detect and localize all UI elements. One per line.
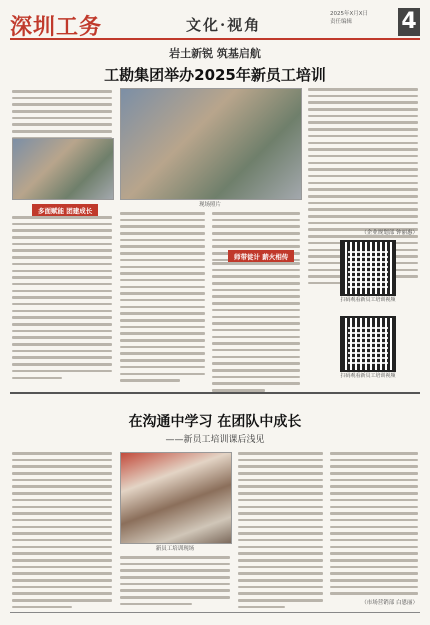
article2-headline: 在沟通中学习 在团队中成长	[128, 414, 302, 430]
article2-column-1	[12, 452, 112, 613]
section-title: 文化·视角	[186, 16, 262, 34]
article1-photo-main	[120, 88, 302, 200]
article1-credit: （企业规划部 钟丽惠）	[361, 230, 418, 236]
qr-caption-1: 扫码观看新员工培训视频	[340, 297, 396, 303]
article2-photo-caption: 新员工培训现场	[155, 546, 195, 552]
article1-photo-caption: 现场照片	[198, 202, 221, 208]
article2-subtitle: ——新员工培训课后浅见	[165, 435, 265, 445]
article1-column-1b	[12, 216, 112, 383]
article1-photo-small	[12, 138, 114, 200]
section-divider	[10, 392, 420, 394]
article2-credit: （市场营销部 白恩丽）	[361, 600, 418, 606]
bottom-rule	[10, 612, 420, 613]
qr-caption-2: 扫码观看新员工培训视频	[340, 373, 396, 379]
qr-code-2[interactable]	[340, 316, 396, 372]
article2-column-4	[330, 452, 418, 599]
issue-editor: 责任编辑	[330, 19, 353, 25]
article1-column-3b	[212, 262, 300, 396]
qr-code-1[interactable]	[340, 240, 396, 296]
article2-column-2	[120, 556, 230, 610]
article1-subhead-2: 师带徒计 薪火相传	[228, 250, 294, 263]
issue-date: 2025年X月X日	[330, 11, 369, 17]
article1-headline: 工勘集团举办2025年新员工培训	[104, 66, 326, 84]
article1-kicker: 岩土新锐 筑基启航	[169, 47, 261, 60]
article1-subhead-1: 多面赋能 团建成长	[32, 204, 98, 217]
issue-meta	[330, 10, 368, 26]
page-number: 4	[398, 8, 420, 36]
article2-photo	[120, 452, 232, 544]
newspaper-logo: 深圳工务	[10, 14, 103, 40]
article2-column-3	[238, 452, 323, 613]
article1-column-2	[120, 212, 205, 386]
masthead	[10, 8, 420, 40]
